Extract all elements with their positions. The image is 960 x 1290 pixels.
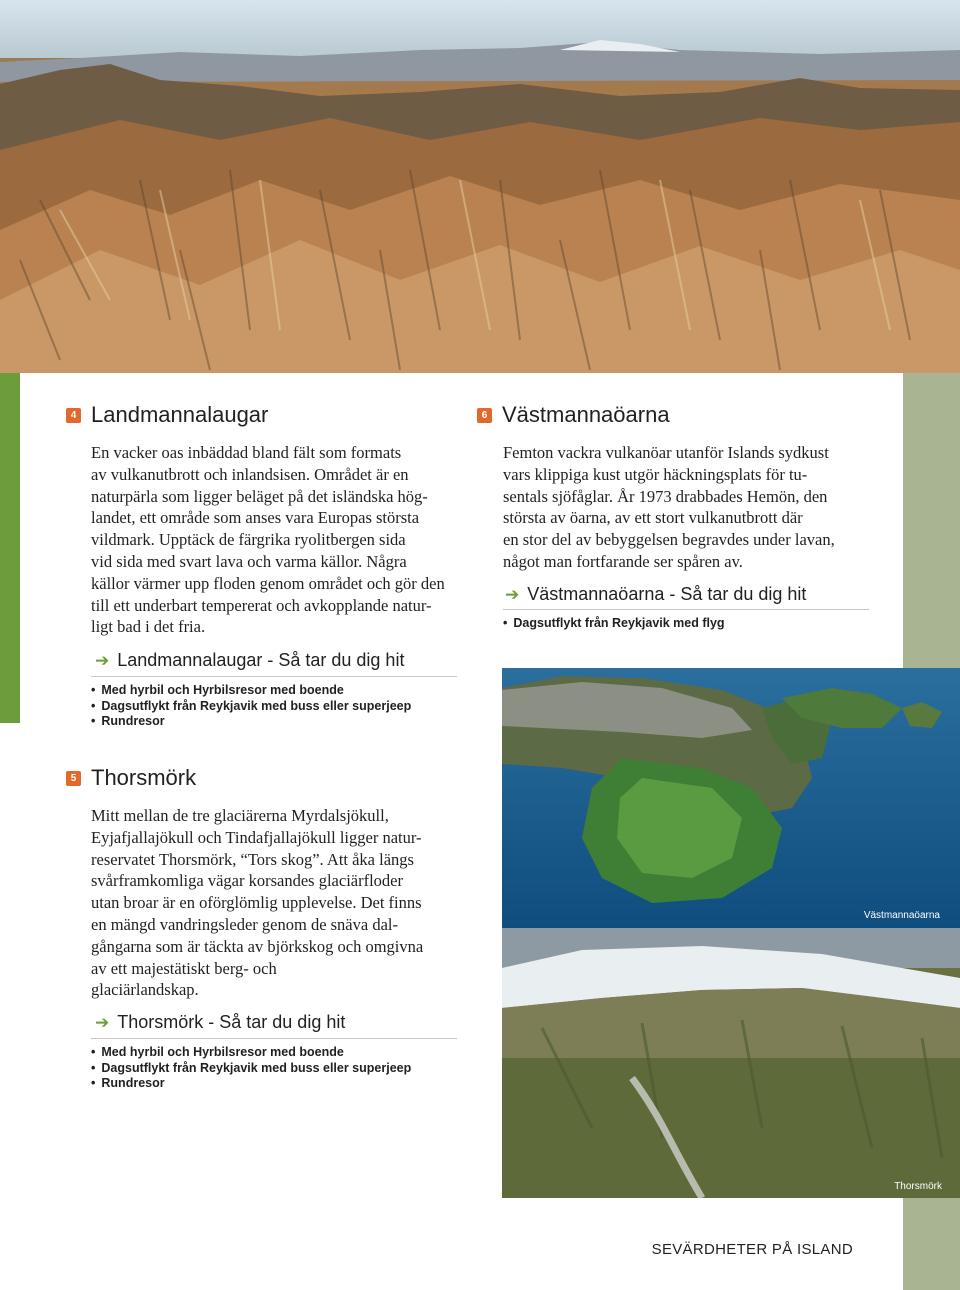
body-line: glaciärlandskap. — [91, 980, 199, 1000]
body-line: En vacker oas inbäddad bland fält som formats — [91, 443, 402, 462]
islands-photo-caption: Västmannaöarna — [863, 910, 940, 921]
section-title: Thorsmörk — [91, 765, 197, 790]
arrow-right-icon: ➔ — [505, 584, 520, 604]
thorsmork-howto — [95, 1012, 345, 1033]
glacier-valley-image — [502, 928, 960, 1198]
arrow-right-icon: ➔ — [95, 650, 110, 670]
body-line: av ett majestätiskt berg- och — [91, 958, 277, 978]
vastmannaoarna-body — [503, 442, 893, 573]
body-line: största av öarna, av ett stort vulkanutbrott där — [503, 508, 803, 528]
body-line: naturpärla som ligger beläget på det isländska hög- — [91, 486, 428, 506]
landmannalaugar-travel-list — [91, 683, 411, 730]
body-line: av vulkanutbrott och inlandsisen. Området är en — [91, 464, 409, 484]
divider — [91, 676, 457, 677]
body-line: vars klippiga kust utgör häckningsplats för tu- — [503, 464, 808, 484]
left-green-bar — [0, 373, 20, 723]
list-item: • Dagsutflykt från Reykjavik med flyg — [503, 616, 725, 632]
section-vastmannaoarna — [477, 402, 887, 428]
list-item: • Rundresor — [91, 714, 411, 730]
section-heading — [477, 402, 887, 428]
howto-label: Landmannalaugar - Så tar du dig hit — [117, 650, 405, 670]
body-line: svårframkomliga vägar korsandes glaciärfloder — [91, 871, 403, 891]
body-line: vid sida med svart lava och varma källor. Några — [91, 551, 407, 571]
section-title: Västmannaöarna — [502, 402, 670, 427]
vastmannaoarna-howto — [505, 584, 806, 605]
body-line: en mängd vandringsleder genom de snäva dal- — [91, 914, 398, 934]
page-footer-title: SEVÄRDHETER PÅ ISLAND — [651, 1241, 853, 1258]
hero-landscape-photo — [0, 0, 960, 373]
body-line: källor värmer upp floden genom området och gör den — [91, 573, 445, 593]
arrow-right-icon: ➔ — [95, 1012, 110, 1032]
list-item: • Dagsutflykt från Reykjavik med buss eller superjeep — [91, 699, 411, 715]
list-item: • Rundresor — [91, 1076, 411, 1092]
list-item: • Med hyrbil och Hyrbilsresor med boende — [91, 1045, 411, 1061]
islands-photo — [502, 668, 960, 928]
body-line: landet, ett område som anses vara Europas största — [91, 508, 420, 528]
landmannalaugar-body — [91, 442, 471, 638]
body-line: en stor del av bebyggelsen begravdes under lavan, — [503, 530, 835, 550]
howto-label: Västmannaöarna - Så tar du dig hit — [527, 584, 807, 604]
landmannalaugar-howto — [95, 650, 404, 671]
body-line: Mitt mellan de tre glaciärerna Myrdalsjökull, — [91, 806, 389, 825]
mountain-landscape-image — [0, 0, 960, 373]
body-line: utan broar är en oförglömlig upplevelse. Det finns — [91, 893, 422, 913]
thorsmork-photo — [502, 928, 960, 1198]
vastmannaoarna-travel-list — [503, 616, 725, 632]
divider — [503, 609, 869, 610]
section-landmannalaugar — [66, 402, 466, 428]
body-line: ligt bad i det fria. — [91, 617, 206, 637]
islands-aerial-image — [502, 668, 960, 928]
body-line: till ett underbart tempererat och avkopplande natur- — [91, 595, 432, 615]
thorsmork-photo-caption: Thorsmörk — [894, 1181, 942, 1192]
body-line: sentals sjöfåglar. År 1973 drabbades Hemön, den — [503, 486, 828, 506]
section-number-badge: 5 — [66, 771, 81, 786]
thorsmork-body — [91, 805, 471, 1001]
body-line: vildmark. Upptäck de färgrika ryolitbergen sida — [91, 530, 406, 550]
list-item: • Med hyrbil och Hyrbilsresor med boende — [91, 683, 411, 699]
howto-label: Thorsmörk - Så tar du dig hit — [117, 1012, 346, 1032]
section-heading — [66, 402, 466, 428]
section-title: Landmannalaugar — [91, 402, 269, 427]
body-line: reservatet Thorsmörk, “Tors skog”. Att åka längs — [91, 849, 414, 869]
body-line: Eyjafjallajökull och Tindafjallajökull ligger natur- — [91, 827, 422, 847]
section-number-badge: 6 — [477, 408, 492, 423]
list-item: • Dagsutflykt från Reykjavik med buss eller superjeep — [91, 1061, 411, 1077]
section-thorsmork — [66, 765, 466, 791]
section-heading — [66, 765, 466, 791]
section-number-badge: 4 — [66, 408, 81, 423]
divider — [91, 1038, 457, 1039]
body-line: gångarna som är täckta av björkskog och omgivna — [91, 936, 424, 956]
body-line: något man fortfarande ser spåren av. — [503, 551, 743, 571]
thorsmork-travel-list — [91, 1045, 411, 1092]
body-line: Femton vackra vulkanöar utanför Islands sydkust — [503, 443, 829, 462]
